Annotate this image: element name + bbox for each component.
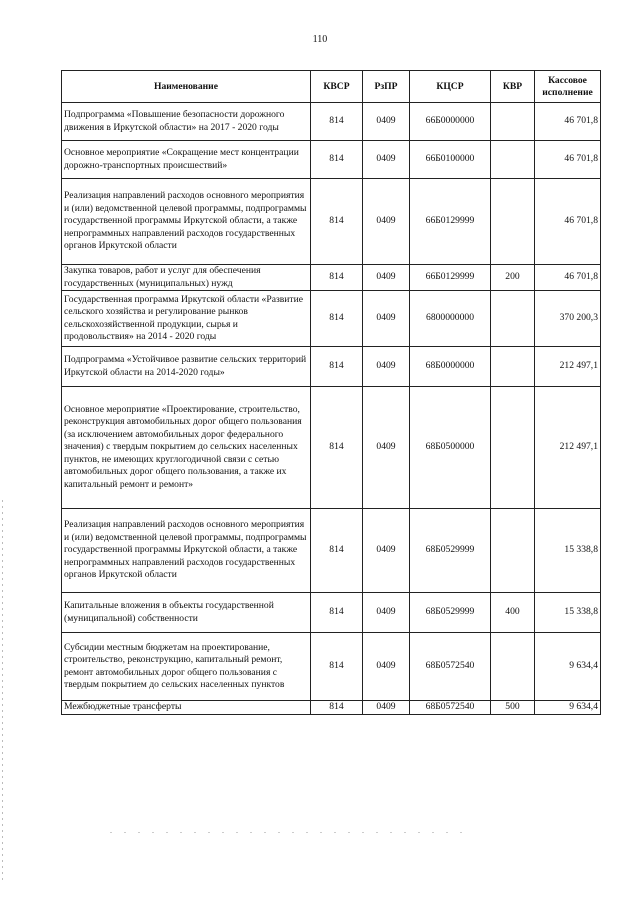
- row-kvr: [491, 387, 535, 509]
- table-row: [62, 179, 601, 265]
- row-rzpr: 0409: [363, 387, 410, 509]
- header-kvsr: КВСР: [311, 71, 363, 103]
- row-rzpr: 0409: [363, 509, 410, 593]
- row-kvsr: 814: [311, 593, 363, 633]
- row-kcsr: 66Б0000000: [410, 103, 491, 141]
- row-kvr: [491, 291, 535, 347]
- row-amount: 9 634,4: [535, 701, 601, 715]
- row-kvr: [491, 179, 535, 265]
- table-header-row: [62, 71, 601, 103]
- row-kcsr: 66Б0129999: [410, 179, 491, 265]
- row-name: Реализация направлений расходов основного мероприятия и (или) ведомственной целевой программы, подпрограммы государственной программы Иркутской области, а также непрограммных направлений расходов государственных органов Иркутской области: [62, 509, 311, 593]
- row-kcsr: 6800000000: [410, 291, 491, 347]
- table-row: [62, 141, 601, 179]
- row-kvr: [491, 509, 535, 593]
- row-amount: 15 338,8: [535, 593, 601, 633]
- row-kvr: 400: [491, 593, 535, 633]
- table-row: [62, 103, 601, 141]
- row-name: Подпрограмма «Повышение безопасности дорожного движения в Иркутской области» на 2017 - 2020 годы: [62, 103, 311, 141]
- row-amount: 212 497,1: [535, 347, 601, 387]
- header-kvr: КВР: [491, 71, 535, 103]
- row-kvsr: 814: [311, 347, 363, 387]
- row-name: Подпрограмма «Устойчивое развитие сельских территорий Иркутской области на 2014-2020 годы»: [62, 347, 311, 387]
- row-rzpr: 0409: [363, 141, 410, 179]
- table-row: [62, 593, 601, 633]
- row-kvr: 500: [491, 701, 535, 715]
- row-amount: 46 701,8: [535, 103, 601, 141]
- row-kvr: [491, 633, 535, 701]
- table-row: [62, 265, 601, 291]
- header-amount: Кассовое исполнение: [535, 71, 601, 103]
- row-kcsr: 68Б0529999: [410, 509, 491, 593]
- row-name: Основное мероприятие «Проектирование, строительство, реконструкция автомобильных дорог общего пользования (за исключением автомобильных дорог федерального значения) с твердым покрытием до сельских населенных пунктов, не имеющих круглогодичной связи с сетью автомобильных дорог общего пользования, а также их капитальный ремонт и ремонт»: [62, 387, 311, 509]
- row-name: Государственная программа Иркутской области «Развитие сельского хозяйства и регулирование рынков сельскохозяйственной продукции, сырья и продовольствия» на 2014 - 2020 годы: [62, 291, 311, 347]
- row-kvsr: 814: [311, 291, 363, 347]
- row-rzpr: 0409: [363, 701, 410, 715]
- header-rzpr: РзПР: [363, 71, 410, 103]
- row-rzpr: 0409: [363, 265, 410, 291]
- scan-margin-artifact: [2, 500, 3, 880]
- row-name: Закупка товаров, работ и услуг для обеспечения государственных (муниципальных) нужд: [62, 265, 311, 291]
- budget-table: [61, 70, 601, 715]
- row-name: Капитальные вложения в объекты государственной (муниципальной) собственности: [62, 593, 311, 633]
- table-row: [62, 633, 601, 701]
- row-kvr: [491, 347, 535, 387]
- row-amount: 46 701,8: [535, 265, 601, 291]
- row-kvsr: 814: [311, 179, 363, 265]
- row-kvsr: 814: [311, 265, 363, 291]
- header-kcsr: КЦСР: [410, 71, 491, 103]
- row-kcsr: 66Б0100000: [410, 141, 491, 179]
- page-number: 110: [312, 34, 328, 45]
- row-kcsr: 68Б0529999: [410, 593, 491, 633]
- row-amount: 370 200,3: [535, 291, 601, 347]
- row-rzpr: 0409: [363, 103, 410, 141]
- row-kcsr: 68Б0500000: [410, 387, 491, 509]
- row-amount: 46 701,8: [535, 179, 601, 265]
- row-name: Основное мероприятие «Сокращение мест концентрации дорожно-транспортных происшествий»: [62, 141, 311, 179]
- table-row: [62, 347, 601, 387]
- row-kvr: 200: [491, 265, 535, 291]
- row-name: Межбюджетные трансферты: [62, 701, 311, 715]
- row-rzpr: 0409: [363, 291, 410, 347]
- row-kvr: [491, 141, 535, 179]
- row-rzpr: 0409: [363, 179, 410, 265]
- table-row: [62, 387, 601, 509]
- scan-dots-artifact: [110, 832, 470, 833]
- table-row: [62, 701, 601, 715]
- row-amount: 9 634,4: [535, 633, 601, 701]
- row-kvsr: 814: [311, 387, 363, 509]
- row-rzpr: 0409: [363, 633, 410, 701]
- row-amount: 46 701,8: [535, 141, 601, 179]
- row-rzpr: 0409: [363, 593, 410, 633]
- header-name: Наименование: [62, 71, 311, 103]
- row-kcsr: 66Б0129999: [410, 265, 491, 291]
- row-kcsr: 68Б0000000: [410, 347, 491, 387]
- row-amount: 15 338,8: [535, 509, 601, 593]
- table-row: [62, 509, 601, 593]
- row-kcsr: 68Б0572540: [410, 633, 491, 701]
- row-kcsr: 68Б0572540: [410, 701, 491, 715]
- row-rzpr: 0409: [363, 347, 410, 387]
- row-kvsr: 814: [311, 701, 363, 715]
- row-kvsr: 814: [311, 633, 363, 701]
- row-kvr: [491, 103, 535, 141]
- row-kvsr: 814: [311, 509, 363, 593]
- row-amount: 212 497,1: [535, 387, 601, 509]
- table-row: [62, 291, 601, 347]
- row-kvsr: 814: [311, 103, 363, 141]
- row-name: Субсидии местным бюджетам на проектирование, строительство, реконструкцию, капитальный ремонт, ремонт автомобильных дорог общего пользования с твердым покрытием до сельских населенных пунктов: [62, 633, 311, 701]
- row-kvsr: 814: [311, 141, 363, 179]
- row-name: Реализация направлений расходов основного мероприятия и (или) ведомственной целевой программы, подпрограммы государственной программы Иркутской области, а также непрограммных направлений расходов государственных органов Иркутской области: [62, 179, 311, 265]
